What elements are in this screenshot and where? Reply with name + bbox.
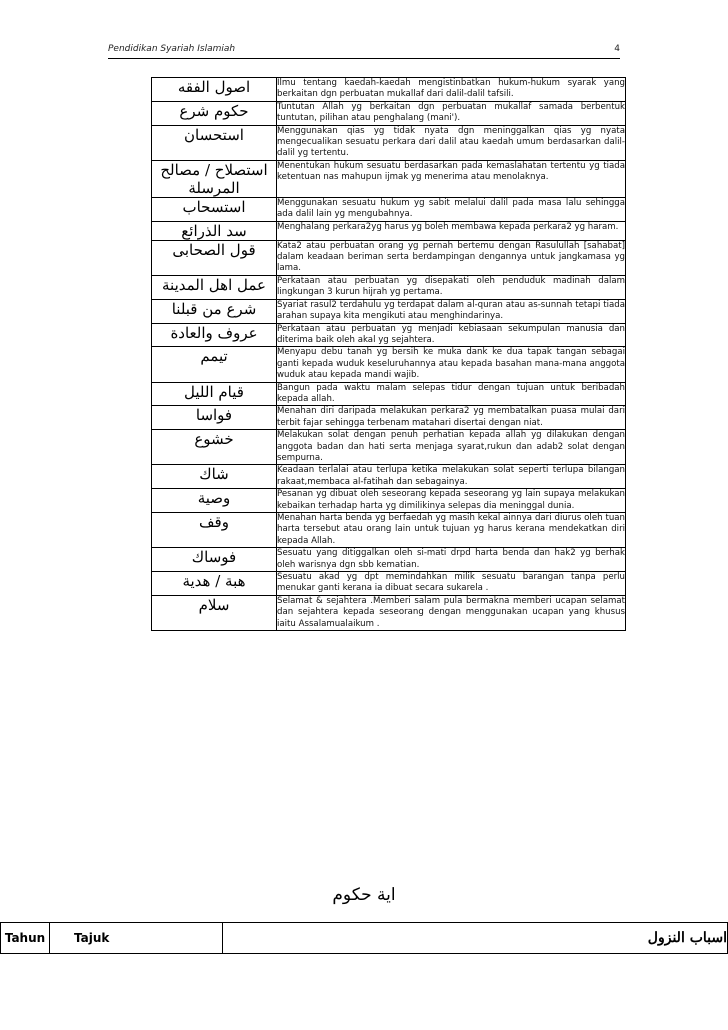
- glossary-term: وقف: [152, 513, 277, 548]
- glossary-definition: Keadaan terlalai atau terlupa ketika melakukan solat seperti terlupa bilangan rakaat,membaca al-fatihah dan sebagainya.: [277, 465, 625, 487]
- page-header: [108, 44, 620, 58]
- glossary-term: قيام الليل: [152, 382, 277, 406]
- glossary-row: [152, 347, 626, 382]
- glossary-term: استحسان: [152, 125, 277, 160]
- glossary-row: [152, 548, 626, 572]
- glossary-term: حكوم شرع: [152, 101, 277, 125]
- ayat-heading: اية حكوم: [332, 885, 396, 905]
- glossary-term: خشوع: [152, 430, 277, 465]
- glossary-definition: Pesanan yg dibuat oleh seseorang kepada seseorang yg lain supaya melakukan kebaikan terhadap harta yg dimilikinya selepas dia meninggal dunia.: [277, 489, 625, 511]
- glossary-definition: Sesuatu yang ditiggalkan oleh si-mati drpd harta benda dan hak2 yg berhak oleh warisnya dgn sbb kematian.: [277, 548, 625, 570]
- glossary-term: تيمم: [152, 347, 277, 382]
- glossary-term: سلام: [152, 595, 277, 630]
- glossary-row: [152, 125, 626, 160]
- ayat-table-header-row: [1, 923, 728, 954]
- glossary-definition: Menyapu debu tanah yg bersih ke muka dank ke dua tapak tangan sebagai ganti kepada wuduk keseluruhannya atau kepada basahan mana-mana anggota wuduk atau kepada mandi wajib.: [277, 347, 625, 381]
- glossary-definition: Syariat rasul2 terdahulu yg terdapat dalam al-quran atau as-sunnah tetapi tiada arahan supaya kita mengikuti atau menghindarinya.: [277, 299, 625, 322]
- glossary-definition: Menggunakan qias yg tidak nyata dgn meninggalkan qias yg nyata mengecualikan sesuatu perkara dari dalil atau kaedah umum berdasarkan dalil-dalil yg tertentu.: [277, 125, 625, 159]
- glossary-body: [152, 78, 626, 631]
- ayat-table: [0, 922, 728, 954]
- glossary-term: اصول الفقه: [152, 78, 277, 102]
- glossary-table: [151, 77, 626, 631]
- page-number: 4: [614, 44, 620, 54]
- glossary-term: استصلاح / مصالح المرسلة: [152, 160, 277, 197]
- glossary-term: وصية: [152, 489, 277, 513]
- glossary-term: فوساك: [152, 548, 277, 572]
- glossary-row: [152, 78, 626, 102]
- glossary-row: [152, 299, 626, 323]
- glossary-row: [152, 489, 626, 513]
- glossary-term: عروف والعادة: [152, 323, 277, 347]
- header-rule: [108, 58, 620, 59]
- glossary-term: قول الصحابى: [152, 240, 277, 275]
- glossary-row: [152, 595, 626, 630]
- tahun-header: Tahun: [1, 923, 50, 954]
- glossary-row: [152, 513, 626, 548]
- glossary-row: [152, 240, 626, 275]
- glossary-definition: Sesuatu akad yg dpt memindahkan milik sesuatu barangan tanpa perlu menukar ganti kerana ia dibuat secara sukarela .: [277, 572, 625, 594]
- glossary-row: [152, 430, 626, 465]
- glossary-term: سد الذرائع: [152, 221, 277, 240]
- glossary-row: [152, 572, 626, 596]
- glossary-term: فواسا: [152, 406, 277, 430]
- glossary-definition: Perkataan atau perbuatan yg menjadi kebiasaan sekumpulan manusia dan diterima baik oleh akal yg sejahtera.: [277, 323, 625, 345]
- glossary-row: [152, 160, 626, 197]
- glossary-row: [152, 465, 626, 489]
- glossary-row: [152, 382, 626, 406]
- glossary-definition: Ilmu tentang kaedah-kaedah mengistinbatkan hukum-hukum syarak yang berkaitan dgn perbuatan mukallaf dari dalil-dalil tafsili.: [277, 78, 625, 100]
- asbab-header: اسباب النزول: [223, 923, 728, 954]
- glossary-row: [152, 101, 626, 125]
- document-title: Pendidikan Syariah Islamiah: [108, 44, 236, 54]
- glossary-definition: Bangun pada waktu malam selepas tidur dengan tujuan untuk beribadah kepada allah.: [277, 382, 625, 404]
- glossary-term: هبة / هدية: [152, 572, 277, 596]
- glossary-term: استسحاب: [152, 197, 277, 221]
- glossary-row: [152, 406, 626, 430]
- glossary-definition: Menghalang perkara2yg harus yg boleh membawa kepada perkara2 yg haram.: [277, 221, 626, 240]
- glossary-definition: Perkataan atau perbuatan yg disepakati oleh penduduk madinah dalam lingkungan 3 kurun hijrah yg pertama.: [277, 275, 625, 298]
- glossary-definition: Tuntutan Allah yg berkaitan dgn perbuatan mukallaf samada berbentuk tuntutan, pilihan atau penghalang (mani').: [277, 101, 625, 124]
- glossary-definition: Menahan harta benda yg berfaedah yg masih kekal ainnya dari diurus oleh tuan harta tersebut atau orang lain untuk tujuan yg harus kerana mendekatkan diri kepada Allah.: [277, 513, 625, 546]
- glossary-term: شرع من قبلنا: [152, 299, 277, 323]
- glossary-row: [152, 275, 626, 299]
- glossary-term: عمل اهل المدينة: [152, 275, 277, 299]
- glossary-definition: Menggunakan sesuatu hukum yg sabit melalui dalil pada masa lalu sehingga ada dalil lain yg mengubahnya.: [277, 197, 625, 220]
- glossary-row: [152, 197, 626, 221]
- tajuk-header: Tajuk: [50, 923, 223, 954]
- glossary-row: [152, 323, 626, 347]
- glossary-row: [152, 221, 626, 240]
- glossary-definition: Kata2 atau perbuatan orang yg pernah bertemu dengan Rasulullah [sahabat] dalam keadaan beriman serta berdampingan dengannya untuk jangkamasa yg lama.: [277, 240, 625, 274]
- glossary-definition: Melakukan solat dengan penuh perhatian kepada allah yg dilakukan dengan anggota badan dan hati serta menjaga syarat,rukun dan adab2 solat dengan sempurna.: [277, 430, 625, 463]
- glossary-term: شاك: [152, 465, 277, 489]
- glossary-definition: Menentukan hukum sesuatu berdasarkan pada kemaslahatan tertentu yg tiada ketentuan nas mahupun ijmak yg menerima atau menolaknya.: [277, 160, 626, 197]
- glossary-definition: Selamat & sejahtera .Memberi salam pula bermakna memberi ucapan selamat dan sejahtera kepada seseorang dengan menggunakan ucapan yang khusus iaitu Assalamualaikum .: [277, 595, 625, 629]
- glossary-definition: Menahan diri daripada melakukan perkara2 yg membatalkan puasa mulai dari terbit fajar sehingga terbenam matahari disertai dengan niat.: [277, 406, 625, 428]
